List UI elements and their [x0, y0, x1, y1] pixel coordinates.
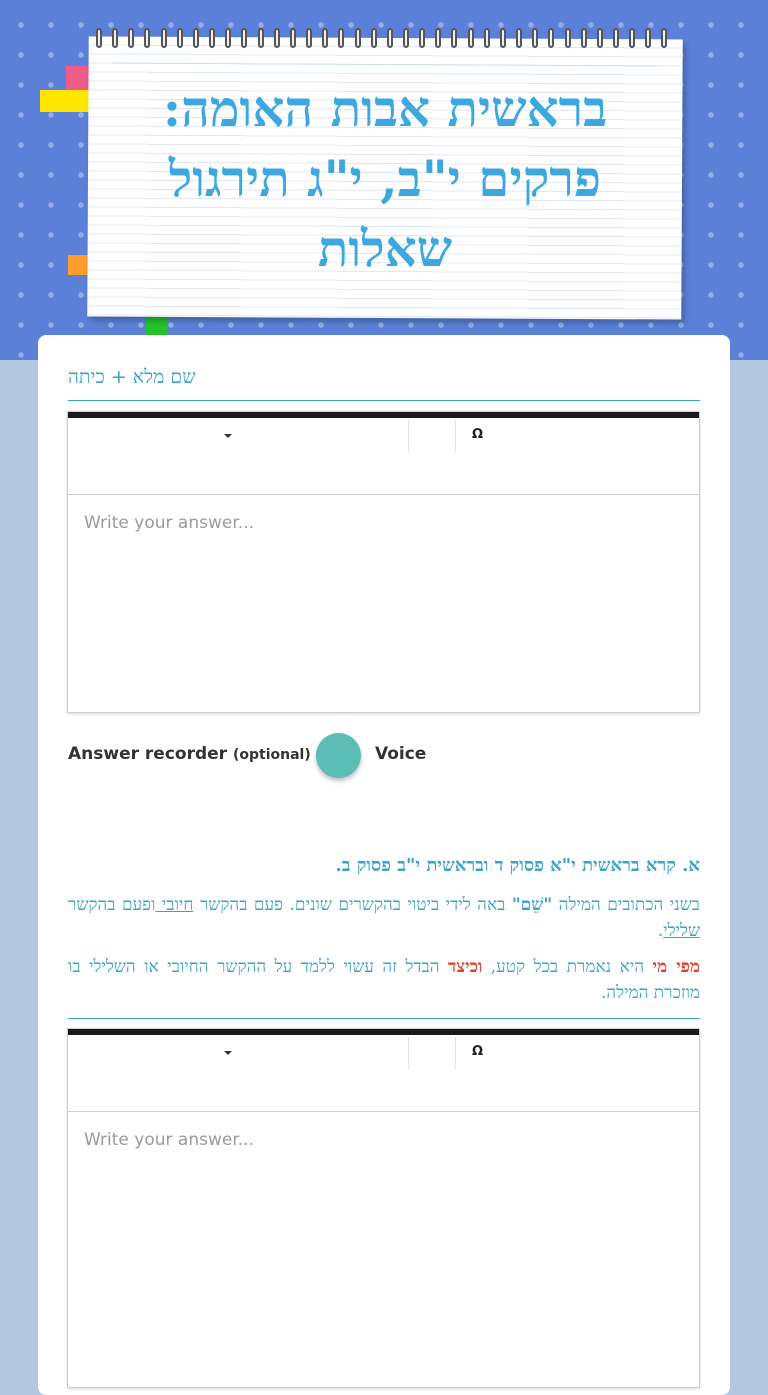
spiral-ring: [258, 28, 264, 48]
spiral-ring: [484, 28, 490, 48]
spiral-ring: [403, 28, 409, 48]
answer-editor[interactable]: [67, 411, 700, 713]
editor-toolbar: [68, 418, 699, 495]
spiral-ring: [371, 28, 377, 48]
spiral-ring: [290, 28, 296, 48]
special-characters-button[interactable]: Ω: [472, 427, 484, 442]
spiral-ring: [112, 28, 118, 48]
spiral-ring: [274, 28, 280, 48]
spiral-ring: [96, 28, 102, 48]
spiral-binding: [96, 28, 668, 54]
spiral-ring: [306, 28, 312, 48]
spiral-ring: [193, 28, 199, 48]
spiral-ring: [209, 28, 215, 48]
answer-recorder-label: Answer recorder (optional): [68, 744, 311, 764]
spiral-ring: [613, 28, 619, 48]
spiral-ring: [516, 28, 522, 48]
spiral-ring: [468, 28, 474, 48]
spiral-ring: [387, 28, 393, 48]
dropdown-caret-icon[interactable]: [224, 1051, 232, 1055]
spiral-ring: [355, 28, 361, 48]
spiral-ring: [645, 28, 651, 48]
answer-editor-2[interactable]: [67, 1028, 700, 1388]
positive-term: חיובי: [155, 895, 194, 915]
record-button[interactable]: [316, 733, 361, 778]
spiral-ring: [532, 28, 538, 48]
spiral-ring: [322, 28, 328, 48]
spiral-ring: [597, 28, 603, 48]
dropdown-caret-icon[interactable]: [224, 434, 232, 438]
spiral-ring: [581, 28, 587, 48]
spiral-ring: [548, 28, 554, 48]
spiral-ring: [661, 28, 667, 48]
spiral-ring: [565, 28, 571, 48]
page-title: בראשית אבות האומה: פרקים י"ב, י"ג תירגול שאלות: [162, 79, 608, 278]
spiral-ring: [128, 28, 134, 48]
spiral-ring: [144, 28, 150, 48]
question-title: א. קרא בראשית י"א פסוק ד ובראשית י"ב פסוק ב.: [335, 855, 700, 876]
question-paragraph-2: מפי מי היא נאמרת בכל קטע, וכיצד הבדל זה עשוי ללמד על ההקשר החיובי או השלילי בו מוזכרת המילה.: [68, 957, 700, 1003]
answer-input[interactable]: Write your answer...: [84, 1130, 254, 1150]
name-field-label: [68, 362, 700, 401]
spiral-ring: [629, 28, 635, 48]
spiral-ring: [435, 28, 441, 48]
answer-input[interactable]: Write your answer...: [84, 513, 254, 533]
question-paragraph-1: בשני הכתובים המילה "שֵׁם" באה לידי ביטוי בהקשרים שונים. פעם בהקשר חיובי ופעם בהקשר שלילי.: [68, 895, 700, 941]
spiral-ring: [241, 28, 247, 48]
voice-label: Voice: [375, 744, 427, 764]
editor-toolbar: [68, 1035, 699, 1112]
negative-term: שלילי: [663, 921, 700, 941]
spiral-ring: [225, 28, 231, 48]
spiral-ring: [338, 28, 344, 48]
name-field-label-text: שם מלא + כיתה: [68, 366, 196, 388]
spiral-ring: [161, 28, 167, 48]
section-divider: [68, 1018, 700, 1019]
spiral-ring: [500, 28, 506, 48]
spiral-ring: [177, 28, 183, 48]
spiral-ring: [451, 28, 457, 48]
spiral-ring: [419, 28, 425, 48]
optional-label: (optional): [232, 747, 311, 763]
special-characters-button[interactable]: Ω: [472, 1044, 484, 1059]
header-banner: [0, 0, 768, 360]
